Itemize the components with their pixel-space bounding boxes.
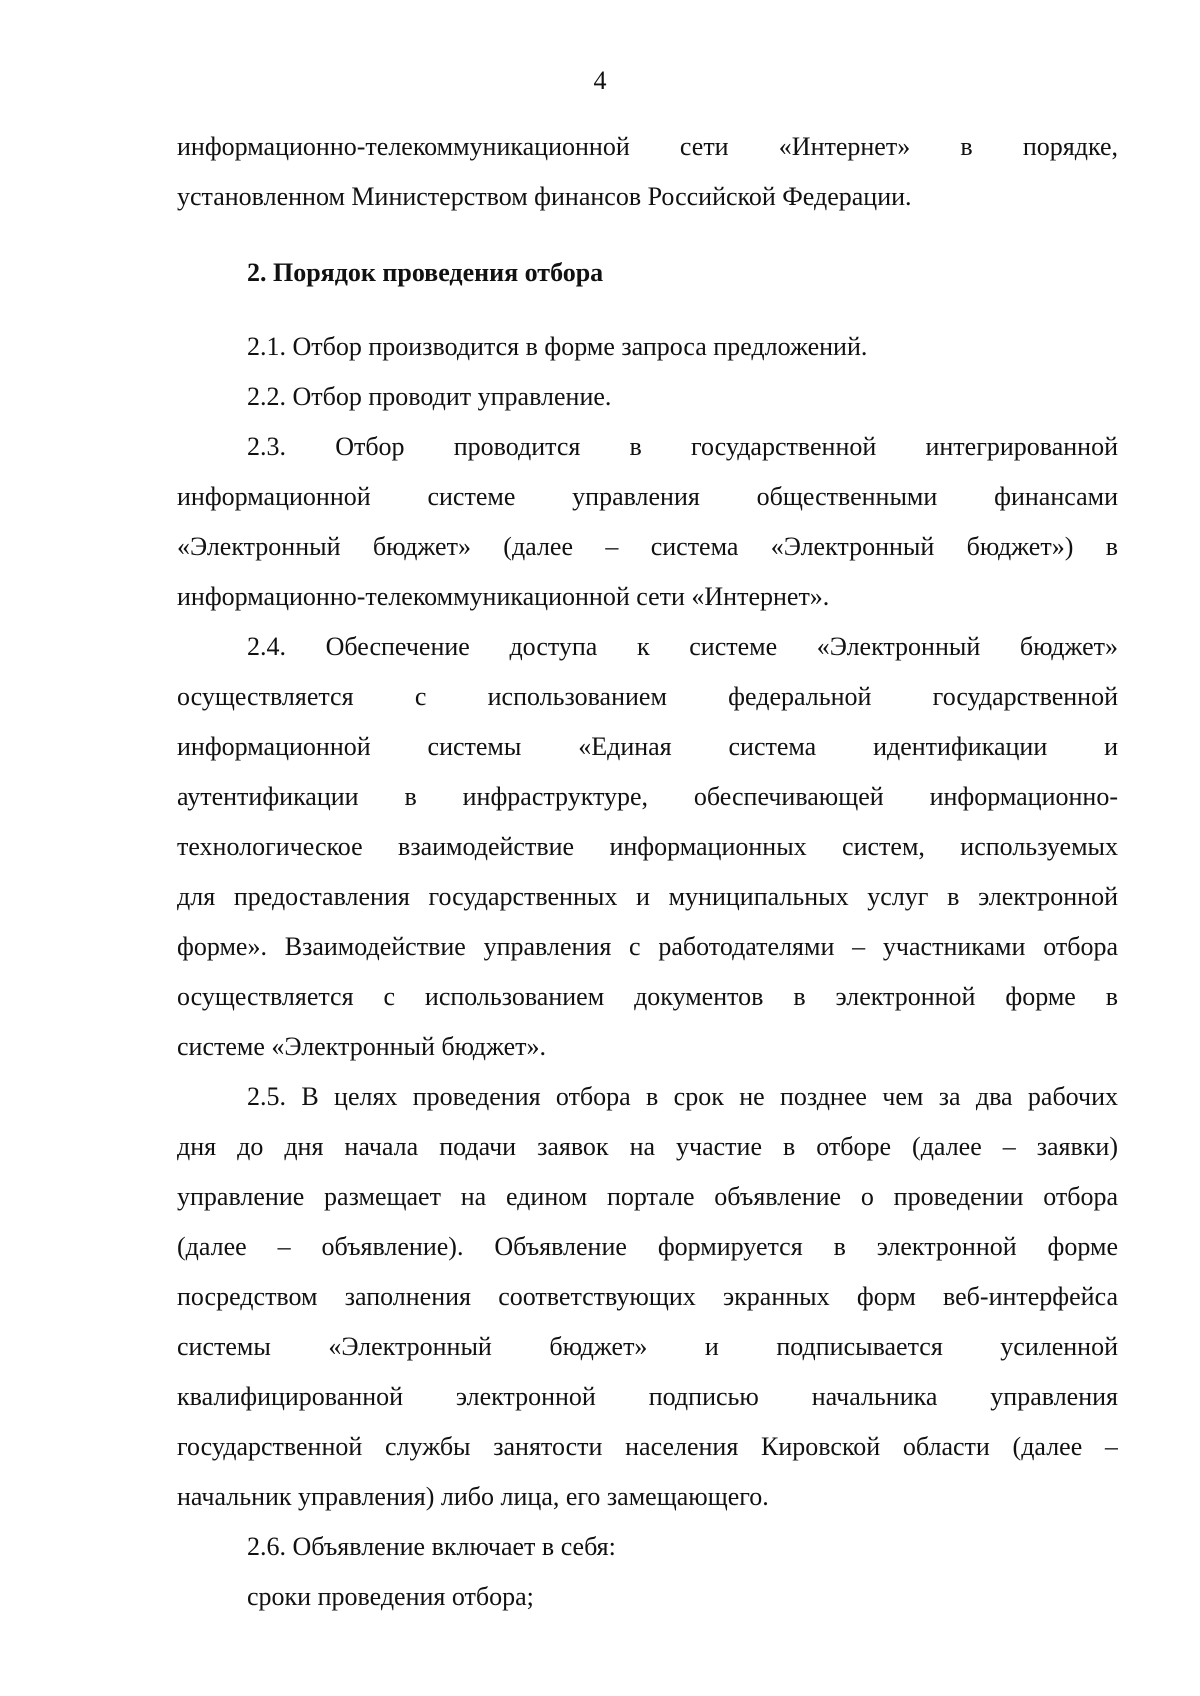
text-line: государственной службы занятости населения Кировской области (далее – (177, 1432, 1118, 1461)
text-line: начальник управления) либо лица, его замещающего. (177, 1482, 769, 1511)
text-line: дня до дня начала подачи заявок на участие в отборе (далее – заявки) (177, 1132, 1118, 1161)
text-line: форме». Взаимодействие управления с работодателями – участниками отбора (177, 932, 1118, 961)
text-line: посредством заполнения соответствующих экранных форм веб-интерфейса (177, 1282, 1118, 1311)
text-line: осуществляется с использованием федеральной государственной (177, 682, 1118, 711)
text-line: управление размещает на едином портале объявление о проведении отбора (177, 1182, 1118, 1211)
text-line: (далее – объявление). Объявление формируется в электронной форме (177, 1232, 1118, 1261)
text-line: информационно-телекоммуникационной сети «Интернет» в порядке, (177, 132, 1118, 161)
document-body (177, 122, 1118, 1622)
text-line: сроки проведения отбора; (247, 1582, 534, 1611)
text-line: установленном Министерством финансов Российской Федерации. (177, 182, 912, 211)
text-line: 2.6. Объявление включает в себя: (247, 1532, 616, 1561)
text-line: информационной системы «Единая система идентификации и (177, 732, 1118, 761)
page-number: 4 (593, 66, 607, 95)
text-line: 2.4. Обеспечение доступа к системе «Электронный бюджет» (247, 632, 1118, 661)
text-line: квалифицированной электронной подписью начальника управления (177, 1382, 1118, 1411)
text-line: информационной системе управления общественными финансами (177, 482, 1118, 511)
text-line: 2.2. Отбор проводит управление. (247, 382, 612, 411)
text-line: технологическое взаимодействие информационных систем, используемых (177, 832, 1118, 861)
text-line: «Электронный бюджет» (далее – система «Электронный бюджет») в (177, 532, 1118, 561)
text-line: аутентификации в инфраструктуре, обеспечивающей информационно- (177, 782, 1118, 811)
text-line: 2.5. В целях проведения отбора в срок не позднее чем за два рабочих (247, 1082, 1118, 1111)
text-line: системы «Электронный бюджет» и подписывается усиленной (177, 1332, 1118, 1361)
text-line: осуществляется с использованием документов в электронной форме в (177, 982, 1118, 1011)
text-line: 2.3. Отбор проводится в государственной интегрированной (247, 432, 1118, 461)
text-line: 2.1. Отбор производится в форме запроса предложений. (247, 332, 868, 361)
section-heading: 2. Порядок проведения отбора (247, 258, 604, 287)
text-line: системе «Электронный бюджет». (177, 1032, 546, 1061)
text-line: информационно-телекоммуникационной сети «Интернет». (177, 582, 830, 611)
text-line: для предоставления государственных и муниципальных услуг в электронной (177, 882, 1118, 911)
